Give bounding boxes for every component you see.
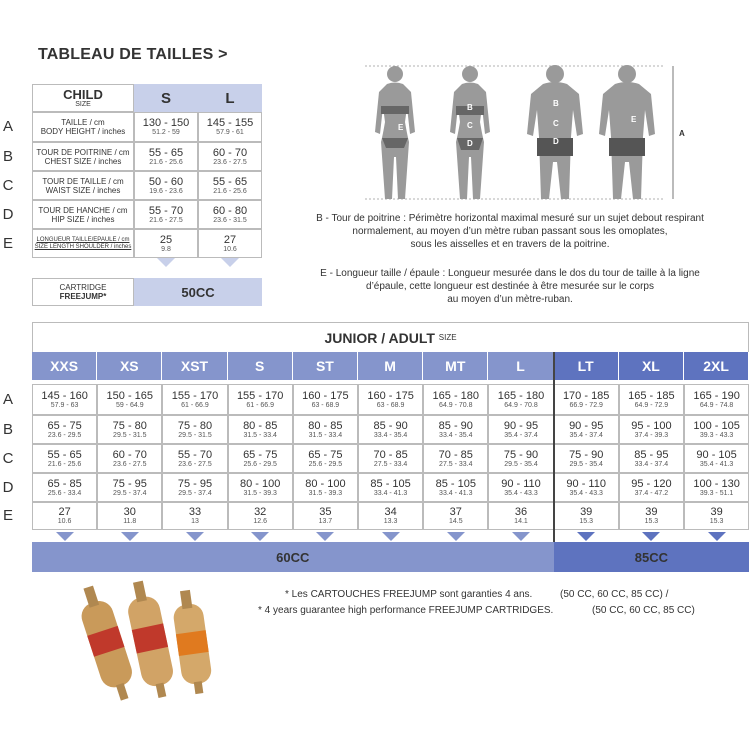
adult-cell-cm: 55 - 70: [177, 448, 213, 461]
child-header-sub: SIZE: [75, 100, 91, 108]
child-cell: [134, 229, 198, 258]
child-label-fr: TOUR DE HANCHE / cm: [38, 205, 128, 215]
adult-cell-inches: 33.4 - 41.3: [373, 489, 408, 497]
adult-cell: [488, 444, 553, 473]
figure-label-d: D: [467, 139, 473, 148]
child-row-label: [32, 171, 134, 200]
adult-cell-cm: 90 - 110: [566, 477, 606, 490]
child-cartridge-value: 50CC: [134, 278, 262, 306]
adult-cell: [554, 502, 619, 530]
adult-arrow: [577, 532, 595, 541]
adult-cell-cm: 65 - 75: [308, 448, 343, 461]
band-60cc: 60CC: [32, 542, 554, 572]
adult-cell-cm: 90 - 105: [696, 448, 737, 461]
adult-cell: [684, 502, 749, 530]
adult-cell: [554, 444, 619, 473]
child-cell-inches: 23.6 - 31.5: [213, 216, 247, 224]
adult-cell-inches: 35.4 - 43.3: [569, 489, 603, 497]
child-cell-inches: 21.6 - 25.6: [149, 158, 183, 166]
adult-cell-inches: 33.4 - 35.4: [373, 431, 408, 439]
adult-cell-inches: 59 - 64.9: [115, 401, 144, 409]
row-letter: A: [2, 118, 13, 135]
child-cell-cm: 50 - 60: [148, 175, 184, 188]
adult-cell: [228, 444, 293, 473]
adult-cell-inches: 29.5 - 35.4: [569, 460, 603, 468]
adult-cell-inches: 15.3: [579, 518, 593, 525]
child-label-fr: TAILLE / cm: [61, 118, 105, 127]
adult-cell: [228, 415, 293, 444]
child-cartridge-label2: FREEJUMP*: [59, 292, 107, 301]
adult-cell: [97, 473, 162, 502]
band-85cc: 85CC: [554, 542, 750, 572]
adult-cell-cm: 75 - 80: [112, 419, 147, 432]
adult-cell: [162, 502, 227, 530]
child-label-en: SIZE LENGTH SHOULDER / inches: [34, 243, 132, 250]
adult-cell-inches: 64.9 - 72.9: [634, 401, 669, 409]
adult-cell: [97, 384, 162, 415]
child-cell: [134, 142, 198, 171]
child-label-fr: TOUR DE TAILLE / cm: [42, 176, 124, 186]
row-letter: E: [2, 507, 13, 524]
adult-cell: [32, 502, 97, 530]
adult-cell-inches: 35.4 - 41.3: [699, 460, 734, 468]
adult-cell-cm: 100 - 105: [693, 419, 740, 432]
adult-size-mt: MT: [423, 352, 488, 380]
adult-cell-cm: 39: [710, 506, 723, 518]
child-cell-cm: 55 - 65: [212, 175, 248, 188]
adult-cell-cm: 75 - 95: [112, 477, 147, 490]
child-cell: [198, 229, 262, 258]
adult-cell: [358, 415, 423, 444]
adult-cell-cm: 65 - 85: [47, 477, 82, 490]
child-cell: [134, 171, 198, 200]
adult-cell-cm: 30: [123, 506, 136, 518]
child-size-l: L: [198, 84, 262, 112]
child-cell: [134, 112, 198, 142]
child-header-title: CHILD: [63, 86, 103, 102]
child-cell-cm: 145 - 155: [206, 117, 254, 129]
adult-cell: [619, 384, 684, 415]
adult-cell-inches: 29.5 - 31.5: [178, 431, 212, 439]
adult-cell: [228, 384, 293, 415]
child-cell-cm: 55 - 65: [148, 146, 184, 159]
adult-cell: [228, 473, 293, 502]
adult-cell-inches: 63 - 68.9: [376, 401, 405, 409]
adult-cell: [619, 444, 684, 473]
adult-cell-inches: 64.9 - 70.8: [439, 401, 473, 409]
adult-divider: [553, 352, 555, 542]
figure-label-d: D: [553, 137, 559, 146]
footnote-fr-cc: (50 CC, 60 CC, 85 CC) /: [560, 589, 669, 600]
adult-size-lt: LT: [554, 352, 619, 380]
child-arrow: [221, 258, 239, 267]
adult-cell-inches: 10.6: [57, 518, 72, 525]
adult-cell-inches: 64.9 - 74.8: [699, 401, 734, 409]
adult-cell-cm: 85 - 90: [373, 419, 408, 432]
footnote-en-cc: (50 CC, 60 CC, 85 CC): [592, 605, 695, 616]
figure-label-c: C: [467, 121, 473, 130]
adult-arrow: [512, 532, 530, 541]
adult-cell-inches: 14.5: [448, 518, 463, 525]
adult-cell-inches: 21.6 - 25.6: [47, 460, 82, 468]
adult-arrow: [56, 532, 74, 541]
adult-cell-cm: 95 - 120: [631, 477, 672, 490]
adult-cell-inches: 35.4 - 43.3: [504, 489, 538, 497]
adult-cell-cm: 80 - 100: [305, 477, 346, 490]
child-cell: [198, 200, 262, 229]
adult-cell: [358, 502, 423, 530]
adult-cell: [619, 473, 684, 502]
adult-cell-inches: 66.9 - 72.9: [569, 401, 603, 409]
row-letter: B: [2, 147, 13, 165]
adult-cell-inches: 29.5 - 35.4: [504, 460, 538, 468]
child-cell-inches: 10.6: [223, 245, 237, 253]
adult-cell: [423, 444, 488, 473]
desc-length-line: d’épaule, cette longueur est destinée à être mesurée sur le corps: [366, 281, 654, 292]
adult-size-s: S: [228, 352, 293, 380]
adult-cell-cm: 155 - 170: [171, 389, 219, 402]
adult-cell-cm: 35: [319, 506, 332, 518]
adult-cell-cm: 90 - 110: [501, 477, 541, 490]
child-cell-inches: 23.6 - 27.5: [213, 158, 247, 166]
adult-cell: [97, 502, 162, 530]
adult-cell: [488, 473, 553, 502]
adult-cell: [293, 415, 358, 444]
adult-cell: [293, 444, 358, 473]
adult-cell-cm: 75 - 95: [177, 477, 213, 490]
adult-cell: [358, 473, 423, 502]
child-cell-cm: 25: [159, 233, 173, 246]
adult-arrow: [316, 532, 334, 541]
adult-cell-inches: 31.5 - 33.4: [243, 431, 277, 439]
figure-label-e: E: [398, 123, 404, 132]
adult-cell-inches: 13.3: [383, 518, 398, 525]
adult-arrow: [642, 532, 660, 541]
adult-cell-inches: 33.4 - 41.3: [439, 489, 473, 497]
figure-label-e: E: [631, 115, 637, 124]
adult-cell-inches: 35.4 - 37.4: [569, 431, 603, 439]
child-row-label: [32, 112, 134, 142]
adult-cell-inches: 29.5 - 37.4: [113, 489, 147, 497]
page-title: TABLEAU DE TAILLES >: [38, 46, 228, 63]
adult-cell-cm: 34: [384, 506, 397, 518]
adult-arrow: [251, 532, 269, 541]
adult-cell-inches: 31.5 - 39.3: [308, 489, 343, 497]
child-cell-cm: 130 - 150: [142, 117, 190, 129]
child-cell-inches: 57.9 - 61: [216, 129, 244, 136]
adult-cell: [32, 384, 97, 415]
adult-cell: [293, 502, 358, 530]
adult-cell: [619, 502, 684, 530]
adult-cell-cm: 160 - 175: [367, 389, 414, 402]
adult-size-xxs: XXS: [32, 352, 97, 380]
child-cell-inches: 19.6 - 23.6: [149, 187, 183, 195]
figure-label-b: B: [467, 103, 473, 112]
adult-cell: [423, 473, 488, 502]
adult-cell: [554, 415, 619, 444]
desc-length-line: au moyen d’un mètre-ruban.: [447, 294, 573, 305]
adult-cell-inches: 63 - 68.9: [311, 401, 340, 409]
row-letter: E: [2, 234, 13, 252]
child-cell-inches: 9.8: [161, 245, 171, 253]
adult-cell: [32, 473, 97, 502]
adult-cell-cm: 70 - 85: [373, 448, 408, 461]
adult-cell: [97, 444, 162, 473]
adult-cell-cm: 80 - 85: [308, 419, 343, 432]
adult-cell-cm: 60 - 70: [112, 448, 147, 461]
row-letter: A: [2, 390, 13, 408]
adult-cell-inches: 27.5 - 33.4: [373, 460, 408, 468]
adult-cell-cm: 85 - 105: [435, 477, 476, 490]
child-cell-inches: 51.2 - 59: [152, 129, 180, 136]
footnote-fr: * Les CARTOUCHES FREEJUMP sont garanties 4 ans.: [285, 589, 533, 600]
adult-header-title: JUNIOR / ADULT: [324, 329, 435, 346]
child-label-en: CHEST SIZE / inches: [44, 156, 122, 166]
adult-arrow: [382, 532, 400, 541]
adult-cell-inches: 27.5 - 33.4: [439, 460, 473, 468]
desc-chest-line: sous les aisselles et en travers de la poitrine.: [410, 239, 610, 250]
adult-arrow: [186, 532, 204, 541]
adult-cell-cm: 85 - 105: [370, 477, 411, 490]
adult-cell-cm: 80 - 85: [243, 419, 278, 432]
child-size-s: S: [134, 84, 198, 112]
adult-cell: [358, 384, 423, 415]
adult-cell: [488, 502, 553, 530]
adult-cell: [162, 415, 227, 444]
adult-cell-cm: 90 - 95: [569, 419, 604, 432]
adult-cell-inches: 33.4 - 37.4: [634, 460, 669, 468]
adult-table-header: [32, 322, 749, 352]
desc-length-line: E - Longueur taille / épaule : Longueur mesurée dans le dos du tour de taille à la ligne: [320, 268, 700, 279]
adult-cell-cm: 65 - 75: [243, 448, 278, 461]
child-cell-inches: 21.6 - 25.6: [213, 187, 247, 195]
adult-cell-inches: 57.9 - 63: [50, 401, 79, 409]
adult-cell-inches: 29.5 - 37.4: [178, 489, 212, 497]
adult-cell-cm: 36: [514, 506, 528, 518]
footnote-en: * 4 years guarantee high performance FREEJUMP CARTRIDGES.: [258, 605, 554, 616]
child-cell-inches: 21.6 - 27.5: [149, 216, 183, 224]
adult-cell-inches: 23.6 - 27.5: [178, 460, 212, 468]
adult-cell-inches: 33.4 - 35.4: [439, 431, 473, 439]
adult-size-xst: XST: [162, 352, 227, 380]
child-label-en: WAIST SIZE / inches: [45, 185, 121, 195]
adult-arrow: [447, 532, 465, 541]
figure-label-a: A: [679, 129, 685, 138]
adult-arrow: [121, 532, 139, 541]
adult-cell-cm: 75 - 80: [177, 419, 213, 432]
adult-cell: [97, 415, 162, 444]
adult-cell-inches: 25.6 - 29.5: [308, 460, 343, 468]
adult-cell: [684, 473, 749, 502]
adult-cell-cm: 33: [188, 506, 202, 518]
child-row-label: [32, 229, 134, 258]
child-cell-cm: 60 - 80: [212, 204, 248, 217]
cartridges-image: [78, 578, 218, 713]
adult-cell-inches: 13.7: [318, 518, 333, 525]
adult-cell-cm: 90 - 95: [503, 419, 539, 432]
child-row-label: [32, 142, 134, 171]
adult-cell-cm: 155 - 170: [236, 389, 284, 402]
adult-cell-inches: 13: [191, 518, 199, 525]
adult-cell: [554, 384, 619, 415]
adult-size-st: ST: [293, 352, 358, 380]
adult-cell: [423, 384, 488, 415]
desc-chest-line: normalement, au moyen d’un mètre ruban passant sous les omoplates,: [352, 226, 668, 237]
adult-cell: [684, 444, 749, 473]
adult-cell: [358, 444, 423, 473]
adult-cell-cm: 75 - 90: [503, 448, 539, 461]
row-letter: D: [2, 205, 14, 223]
adult-cell-cm: 170 - 185: [562, 389, 610, 402]
adult-cell-cm: 80 - 100: [240, 477, 281, 490]
figure-label-b: B: [553, 99, 559, 108]
adult-cell-cm: 165 - 180: [497, 389, 545, 402]
body-measurement-figure: [365, 62, 725, 202]
adult-cell-inches: 14.1: [514, 518, 528, 525]
row-letter: C: [2, 176, 14, 194]
child-header: [32, 84, 134, 112]
adult-cell-inches: 37.4 - 39.3: [634, 431, 669, 439]
desc-chest-line: B - Tour de poitrine : Périmètre horizontal maximal mesuré sur un sujet debout respirant: [316, 213, 704, 224]
adult-cell-cm: 145 - 160: [41, 389, 88, 402]
adult-cell: [619, 415, 684, 444]
adult-cell-inches: 37.4 - 47.2: [634, 489, 669, 497]
adult-cell-inches: 61 - 66.9: [181, 401, 209, 409]
adult-cell-inches: 31.5 - 33.4: [308, 431, 343, 439]
adult-cell-inches: 12.6: [253, 518, 267, 525]
child-cell-cm: 27: [223, 233, 237, 246]
adult-cell: [162, 384, 227, 415]
row-letter: D: [2, 478, 14, 496]
adult-size-l: L: [488, 352, 553, 380]
adult-cell-cm: 39: [645, 506, 658, 518]
adult-cell-inches: 61 - 66.9: [246, 401, 274, 409]
adult-cell: [293, 473, 358, 502]
adult-cell-inches: 11.8: [123, 518, 137, 525]
adult-cell: [423, 502, 488, 530]
child-cell: [198, 112, 262, 142]
adult-cell: [162, 444, 227, 473]
child-cartridge-label1: CARTRIDGE: [59, 283, 107, 292]
adult-size-xs: XS: [97, 352, 162, 380]
adult-cell-inches: 23.6 - 27.5: [113, 460, 147, 468]
child-cell-cm: 55 - 70: [148, 204, 184, 217]
adult-cell: [423, 415, 488, 444]
child-cell: [134, 200, 198, 229]
adult-cell-inches: 35.4 - 37.4: [504, 431, 538, 439]
adult-cell: [32, 415, 97, 444]
adult-cell-inches: 25.6 - 33.4: [47, 489, 82, 497]
adult-cell-cm: 85 - 90: [438, 419, 473, 432]
adult-cell: [32, 444, 97, 473]
adult-cell-cm: 75 - 90: [569, 448, 604, 461]
adult-cell-cm: 95 - 100: [631, 419, 672, 432]
adult-cell-inches: 29.5 - 31.5: [113, 431, 147, 439]
adult-cell-cm: 85 - 95: [634, 448, 669, 461]
adult-cell: [488, 415, 553, 444]
child-row-label: [32, 200, 134, 229]
adult-size-2xl: 2XL: [684, 352, 749, 380]
row-letter: B: [2, 420, 13, 438]
adult-cell-cm: 160 - 175: [302, 389, 349, 402]
row-letter: C: [2, 449, 14, 467]
adult-cell: [684, 384, 749, 415]
adult-cell-cm: 32: [254, 506, 267, 518]
child-cartridge-label: [32, 278, 134, 306]
adult-cell-cm: 165 - 185: [628, 389, 675, 402]
adult-cell-inches: 64.9 - 70.8: [504, 401, 538, 409]
adult-cell: [554, 473, 619, 502]
adult-cell-cm: 100 - 130: [693, 477, 740, 490]
adult-cell: [162, 473, 227, 502]
adult-arrow: [708, 532, 726, 541]
figure-label-c: C: [553, 119, 559, 128]
child-label-en: HIP SIZE / inches: [51, 214, 115, 224]
adult-cell-inches: 39.3 - 43.3: [699, 431, 734, 439]
child-label-fr: TOUR DE POITRINE / cm: [36, 147, 130, 157]
adult-header-sub: SIZE: [438, 333, 457, 342]
adult-cell: [488, 384, 553, 415]
adult-cell-inches: 15.3: [709, 518, 724, 525]
adult-cell-inches: 23.6 - 29.5: [47, 431, 82, 439]
adult-size-m: M: [358, 352, 423, 380]
adult-cell-cm: 37: [449, 506, 462, 518]
adult-cell: [293, 384, 358, 415]
adult-cell-cm: 55 - 65: [47, 448, 82, 461]
child-label-en: BODY HEIGHT / inches: [40, 127, 126, 136]
adult-cell-inches: 25.6 - 29.5: [243, 460, 277, 468]
adult-cell-inches: 39.3 - 51.1: [699, 489, 734, 497]
adult-cell-inches: 15.3: [644, 518, 659, 525]
child-cell-cm: 60 - 70: [212, 146, 248, 159]
adult-cell-cm: 165 - 190: [693, 389, 740, 402]
adult-cell: [228, 502, 293, 530]
adult-cell: [684, 415, 749, 444]
child-arrow: [157, 258, 175, 267]
adult-cell-cm: 165 - 180: [432, 389, 480, 402]
adult-cell-cm: 150 - 165: [106, 389, 154, 402]
adult-cell-cm: 70 - 85: [438, 448, 473, 461]
child-label-fr: LONGUEUR TAILLE/EPAULE / cm: [36, 236, 130, 243]
adult-size-xl: XL: [619, 352, 684, 380]
adult-cell-inches: 31.5 - 39.3: [243, 489, 277, 497]
child-cell: [198, 171, 262, 200]
adult-cell-cm: 39: [580, 506, 593, 518]
adult-cell-cm: 27: [58, 506, 71, 518]
adult-cell-cm: 65 - 75: [47, 419, 82, 432]
child-cell: [198, 142, 262, 171]
